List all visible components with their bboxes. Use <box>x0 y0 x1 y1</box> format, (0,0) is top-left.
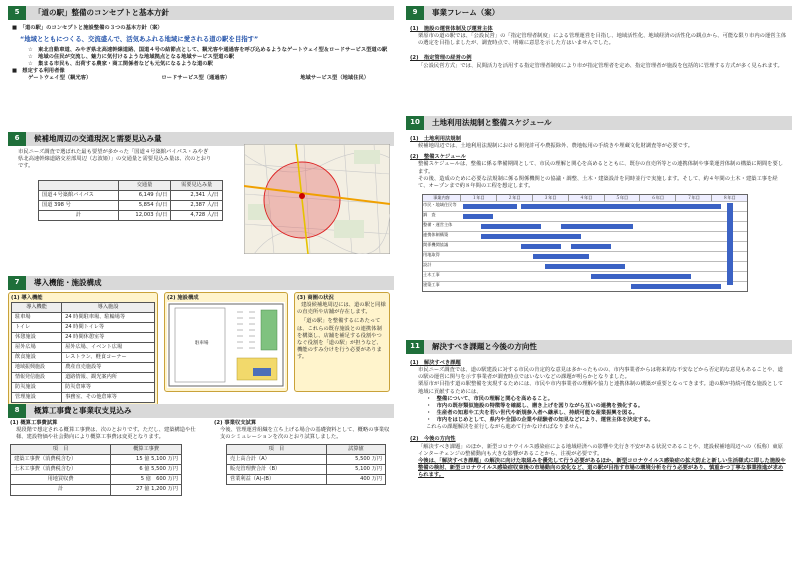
section-7 <box>8 276 394 401</box>
site-map <box>244 144 390 254</box>
market-text-2: 「道の駅」を整備するにあたっては、これらの既存施設との連携体制を構築し、店舗を補足する役割やつなぐ役割を「道の駅」が担うなど、機能のすみ分けを行う必要があります。 <box>297 318 382 361</box>
facility-layout-plan <box>167 302 285 388</box>
section-number: 6 <box>8 132 26 146</box>
issue-bullet-2: ・ 市内の既存類似施設の特徴等を確認し、磨き上げを図りながら互いの連携を強化する。 <box>426 402 644 409</box>
table-row: 休憩施設 24 時間休憩室等 <box>12 333 155 343</box>
issues-text-2: 栗原市が目指す道の駅整備を実現するためには、市民や市内事業者の理解や協力と連携体制の構築が重要となってきます。道の駅が持続可能な施設として地域に貢献するためには、 <box>418 381 784 395</box>
cost-block <box>10 420 206 496</box>
table-row: 売上高合計（A） 5,500 万円 <box>227 455 386 465</box>
parking-label: 駐車場 <box>195 341 209 346</box>
operation-heading: (1) 施設の運営体制及び運営主体 <box>410 26 493 32</box>
market-text-1: 建設候補地周辺には、道の駅と同様の直売所や店舗が存在します。 <box>297 302 386 316</box>
function-heading: (1) 導入機能 <box>11 295 43 301</box>
table-row: 販売管理費合計（B） 5,100 万円 <box>227 465 386 475</box>
gantt-chart <box>422 194 748 292</box>
section-5 <box>8 6 394 126</box>
issues-heading: (1) 解決すべき課題 <box>410 360 461 366</box>
section-title: 事業フレーム（案） <box>432 7 500 17</box>
table-row: 営業利益（A)-(B） 400 万円 <box>227 475 386 485</box>
traffic-table: 交通量 需要見込み量 国道４号築館バイパス 6,149 台/日 2,341 人/日 国道 398 号 5,854 台/日 2,387 人/日 計 12,003 台/日 4,728 人/日 <box>38 180 223 221</box>
section-6 <box>8 132 394 270</box>
section-9-header <box>406 6 792 20</box>
user-road: ロードサービス型（通過客） <box>161 75 231 82</box>
section-title: 候補地周辺の交通現況と需要見込み量 <box>34 133 162 143</box>
table-row: 土木工事費（消費税含む） 6 億 5,500 万円 <box>11 465 182 475</box>
section-9 <box>406 6 792 110</box>
designated-heading: (2) 指定管理の経営の例 <box>410 55 472 62</box>
revenue-table: 項 目 試算値 売上高合計（A） 5,500 万円 販売管理費合計（B） 5,100 万円 営業利益（A)-(B） 400 万円 <box>226 444 386 485</box>
cost-table: 項 目 概算工事費 建築工事費（消費税含む） 15 億 5,100 万円 土木工事費（消費税含む） 6 億 5,500 万円 用地買収費 5 億 600 万円 計 27 億 1,200 万円 <box>10 444 182 495</box>
schedule-text-2: その後、造成のために必要な法規制に係る関係機関との協議・調整、土木・建築設計を同時並行で実施します。そして、約４年間の土木・建築工事を経て、オープンまで約８年間の工程を想定します。 <box>418 175 778 189</box>
section-10 <box>406 116 792 334</box>
section-8-body <box>8 418 394 548</box>
section-number: 10 <box>406 116 424 130</box>
issue-bullet-4: ・ 市内をはじめとして、県内や全国の企業や経験者の知見などにより、運営主体を決定する。 <box>426 417 654 424</box>
revenue-heading: (2) 事業収支試算 <box>214 420 257 426</box>
landuse-text: 候補地周辺では、土地利用法規制における開発許可や農振除外、農地転用の手続きや埋蔵文化財調査等が必要です。 <box>418 143 694 150</box>
section-title: 導入機能・施設構成 <box>34 277 102 287</box>
left-column <box>8 6 394 560</box>
function-table: 導入機能 導入施設 駐車場 24 時間駐車場、駐輪場等 トイレ 24 時間トイレ等 休憩施設 24 時間休憩室等 屋外広場 屋外広場、イベント広場 飲食施設 レストラン、軽食コーナー 地域振興施設 農産直売施設等 情報発信施設 道路情報、観光案内所 防災施設 防災倉庫等 管理施設 事務室、その他倉庫等 <box>11 302 155 403</box>
user-gateway: ゲートウェイ型（観光客） <box>28 75 92 82</box>
operation-text: 栗原市の道の駅では、「公設民営」の「指定管理者制度」による管理運営を目指し、地域活性化、地域経済の活性化の観点から、可能な限り市内の運営主体の選定を目指しましたが、調査時点で、明確に意思を示した方はいませんでした。 <box>418 33 787 47</box>
section-5-body <box>8 20 394 85</box>
section-title: 土地利用法規制と整備スケジュール <box>432 117 552 127</box>
right-column <box>406 6 792 560</box>
table-row: 計 12,003 台/日 4,728 人/日 <box>39 211 223 221</box>
gantt-rows: 市民・地域住民等 調 査 整備・運営主体 連携体制構築 関係機関協議 用地取得 設計 土木工事 建築工事 <box>423 201 747 291</box>
section-title: 「道の駅」整備のコンセプトと基本方針 <box>34 7 169 17</box>
section-10-header <box>406 116 792 130</box>
policy-3: ☆ 集まる市民も、出荷する農家・商工関係者なども元気になるような道の駅 <box>28 61 213 68</box>
section-title: 概算工事費と事業収支見込み <box>34 405 132 415</box>
gantt-header: 事業内容 １年目 ２年目 ３年目 ４年目 ５年目 ６年目 ７年目 ８年目 <box>423 195 747 201</box>
opening-marker <box>727 203 733 285</box>
table-row: 飲食施設 レストラン、軽食コーナー <box>12 353 155 363</box>
section-8 <box>8 404 394 554</box>
table-row: 計 27 億 1,200 万円 <box>11 485 182 495</box>
section-number: 9 <box>406 6 424 20</box>
table-row: トイレ 24 時間トイレ等 <box>12 323 155 333</box>
layout-box <box>164 292 288 392</box>
users-heading: ■ 想定する利用者像 <box>12 68 65 75</box>
schedule-text-1: 整備スケジュールは、整備に係る準備期間として、市民の理解と関心を高めるとともに、既存の直売所等との連携体制や事業運営体制の構築に期間を要します。 <box>418 161 784 175</box>
revenue-block <box>214 420 390 485</box>
policy-1: ☆ 東北自動車道、みやぎ県北高速幹線道路、国道４号の結節点として、観光客や通過客を呼び込めるようなゲートウェイ型＆ロードサービス型道の駅 <box>28 46 388 53</box>
direction-heading: (2) 今後の方向性 <box>410 436 456 443</box>
section-7-header <box>8 276 394 290</box>
designated-text: 「公設民営方式」では、民間活力を活用する指定管理者制度により市が指定管理者を定め、指定管理者が施設を包括的に管理する方式が多く見られます。 <box>418 62 783 69</box>
concept-slogan: “地域とともにつくる、交流盛んで、活気あふれる地域に愛される道の駅を目指す” <box>20 35 259 44</box>
direction-text-1: 「解決すべき課題」のほか、新型コロナウイルス感染症による地域経済への影響や先行き不安がある状況であることや、建設候補地周辺への（仮称）東原インターチェンジの整備動向も大きな影響があることから、注視が必要です。 <box>418 443 783 457</box>
section-7-body <box>8 290 394 401</box>
section-9-body <box>406 20 792 73</box>
concept-heading: ■ 「道の駅」のコンセプトと施設整備の３つの基本方針（案） <box>12 25 163 31</box>
section-11 <box>406 340 792 554</box>
policy-2: ☆ 地域の住民が交流し、魅力に気付けるような地域拠点となる地域サービス型道の駅 <box>28 53 235 60</box>
section-title: 解決すべき課題と今後の方向性 <box>432 341 537 351</box>
section-5-header <box>8 6 394 20</box>
section-number: 11 <box>406 340 424 354</box>
traffic-text: 市民ニーズ調査で選ばれた最も要望が多かった「国道４号築館バイパス・みやぎ県北高速幹線道路交差部周辺（志波姫）」の交通量と需要見込み量は、次のとおりです。 <box>18 149 212 170</box>
users-row <box>12 75 390 82</box>
table-row: 情報発信施設 道路情報、観光案内所 <box>12 373 155 383</box>
section-8-header <box>8 404 394 418</box>
issue-bullet-3: ・ 生産者の知恵や工夫を若い世代や新規参入者へ継承し、持続可能な産業振興を図る。 <box>426 409 638 416</box>
function-box <box>8 292 158 406</box>
direction-text-2: 今後は、「解決すべき課題」の解決に向けた取組みを優先して行う必要があるほか、新型コロナウイルス感染症の拡大防止と新しい生活様式に即した施設や整備の検討、新型コロナウイルス感染症収束後の市場動向の変化など、道の駅が目指す市場の環境分析を行う必要があり、慎重かつ丁寧な事業推進が求められます。 <box>418 457 786 479</box>
landuse-heading: (1) 土地利用法規制 <box>410 136 461 142</box>
section-11-body <box>406 354 792 482</box>
table-row: 国道 398 号 5,854 台/日 2,387 人/日 <box>39 201 223 211</box>
layout-heading: (2) 施設構成 <box>167 295 199 301</box>
market-box <box>294 292 390 392</box>
table-row: 国道４号築館バイパス 6,149 台/日 2,341 人/日 <box>39 191 223 201</box>
schedule-heading: (2) 整備スケジュール <box>410 154 466 161</box>
table-row: 屋外広場 屋外広場、イベント広場 <box>12 343 155 353</box>
section-number: 7 <box>8 276 26 290</box>
table-row: 地域振興施設 農産直売施設等 <box>12 363 155 373</box>
table-row: 用地買収費 5 億 600 万円 <box>11 475 182 485</box>
issue-bullet-1: ・ 整備について、市民の理解と関心を高めること。 <box>426 395 553 402</box>
section-number: 8 <box>8 404 26 418</box>
user-local: 地域サービス型（地域住民） <box>300 75 370 82</box>
revenue-text: 今後、管理運営組織を立ち上げる場合の基礎資料として、概略の事業収支のシミュレーションを次のとおり試算しました。 <box>220 427 390 441</box>
market-heading: (3) 商圏の状況 <box>297 295 334 301</box>
table-row: 建築工事費（消費税含む） 15 億 5,100 万円 <box>11 455 182 465</box>
section-10-body <box>406 130 792 295</box>
table-row: 管理施設 事務室、その他倉庫等 <box>12 393 155 403</box>
section-number: 5 <box>8 6 26 20</box>
section-6-body <box>8 146 394 224</box>
table-row: 駐車場 24 時間駐車場、駐輪場等 <box>12 313 155 323</box>
issues-text-1: 市民ニーズ調査では、道の駅建設に対する市民の肯定的な意見は多かったものの、市内事業者からは将来的な不安などから否定的な意見もあることや、道の駅の運営に関与を示す事業者が調査時点ではいないなどの課題が明らかとなりました。 <box>418 367 783 381</box>
cost-text: 現段階で想定される概算工事費は、次のとおりです。ただし、建築構造や仕様、建設物価や社会動向により概算工事費は変更となります。 <box>16 427 196 441</box>
table-row: 防災施設 防災倉庫等 <box>12 383 155 393</box>
section-11-header <box>406 340 792 354</box>
cost-heading: (1) 概算工事費試算 <box>10 420 58 426</box>
issues-text-3: これらの課題解決を並行しながら進めて行かなければなりません。 <box>426 424 586 431</box>
